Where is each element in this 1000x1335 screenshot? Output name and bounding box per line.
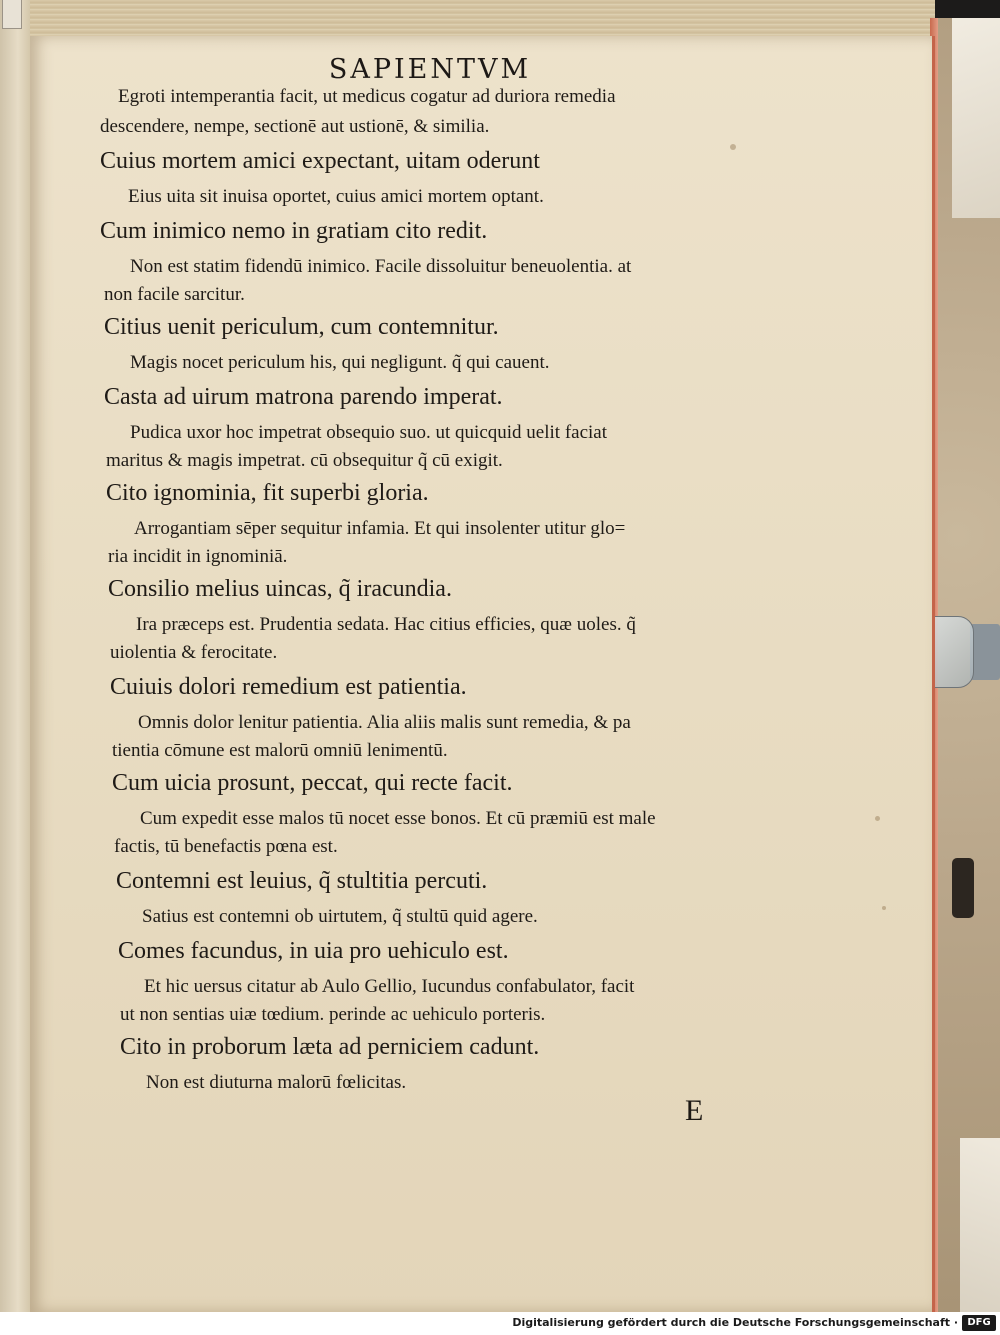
clasp-strap [970,624,1000,680]
maxim-heading: Cito ignominia, fit superbi gloria. [106,480,429,506]
text-line: Non est diuturna malorū fœlicitas. [146,1072,407,1093]
maxim-heading: Citius uenit periculum, cum contemnitur. [104,314,499,340]
signature-mark: E [685,1094,704,1127]
digitization-footer [0,1312,1000,1335]
pastedown-lower [960,1138,1000,1312]
text-line: non facile sarcitur. [104,284,245,305]
text-line: descendere, nempe, sectionē aut ustionē, & similia. [100,116,490,137]
text-line: ut non sentias uiæ tœdium. perinde ac uehiculo porteris. [120,1004,546,1025]
maxim-heading: Casta ad uirum matrona parendo imperat. [104,384,503,410]
text-line: Cum expedit esse malos tū nocet esse bonos. Et cū præmiū est male [140,808,656,829]
running-head: SAPIENTVM [328,54,532,85]
page-stack-edge [30,0,935,38]
maxim-heading: Cuius mortem amici expectant, uitam oderunt [100,148,540,174]
maxim-heading: Cito in proborum læta ad perniciem cadunt. [120,1034,540,1060]
text-line: tientia cōmune est malorū omniū lenimentū. [112,740,448,761]
text-line: Magis nocet periculum his, qui negligunt. q̃ qui cauent. [130,352,550,373]
text-line: Arrogantiam sēper sequitur infamia. Et qui insolenter utitur glo= [134,518,626,539]
text-line: Ira præceps est. Prudentia sedata. Hac citius efficies, quæ uoles. q̃ [136,614,636,635]
text-line: Eius uita sit inuisa oportet, cuius amici mortem optant. [128,186,544,207]
page-clip [2,0,22,29]
maxim-heading: Cuiuis dolori remedium est patientia. [110,674,467,700]
pastedown-corner [952,18,1000,218]
text-line: factis, tū benefactis pœna est. [114,836,338,857]
text-line: Satius est contemni ob uirtutem, q̃ stultū quid agere. [142,906,538,927]
facing-page-edge [0,0,32,1312]
maxim-heading: Consilio melius uincas, q̃ iracundia. [108,576,452,602]
text-line: Egroti intemperantia facit, ut medicus cogatur ad duriora remedia [118,86,616,107]
book-cover-board [930,18,1000,1312]
maxim-heading: Comes facundus, in uia pro uehiculo est. [118,938,509,964]
text-line: uiolentia & ferocitate. [110,642,278,663]
paper-stain [730,144,736,150]
maxim-heading: Cum inimico nemo in gratiam cito redit. [100,218,488,244]
dfg-logo: DFG [962,1315,996,1331]
text-line: ria incidit in ignominiā. [108,546,288,567]
text-line: Pudica uxor hoc impetrat obsequio suo. ut quicquid uelit faciat [130,422,608,443]
funding-credit: Digitalisierung gefördert durch die Deutsche Forschungsgemeinschaft · [512,1316,958,1329]
text-line: Et hic uersus citatur ab Aulo Gellio, Iucundus confabulator, facit [144,976,635,997]
maxim-heading: Cum uicia prosunt, peccat, qui recte facit. [112,770,513,796]
text-line: Non est statim fidendū inimico. Facile dissoluitur beneuolentia. at [130,256,632,277]
text-line: maritus & magis impetrat. cū obsequitur q̃ cū exigit. [106,450,503,471]
text-line: Omnis dolor lenitur patientia. Alia aliis malis sunt remedia, & pa [138,712,631,733]
maxim-heading: Contemni est leuius, q̃ stultitia percuti. [116,868,488,894]
paper-stain [882,906,886,910]
book-page [30,36,935,1312]
cover-damage-mark [952,858,974,918]
paper-stain [875,816,880,821]
